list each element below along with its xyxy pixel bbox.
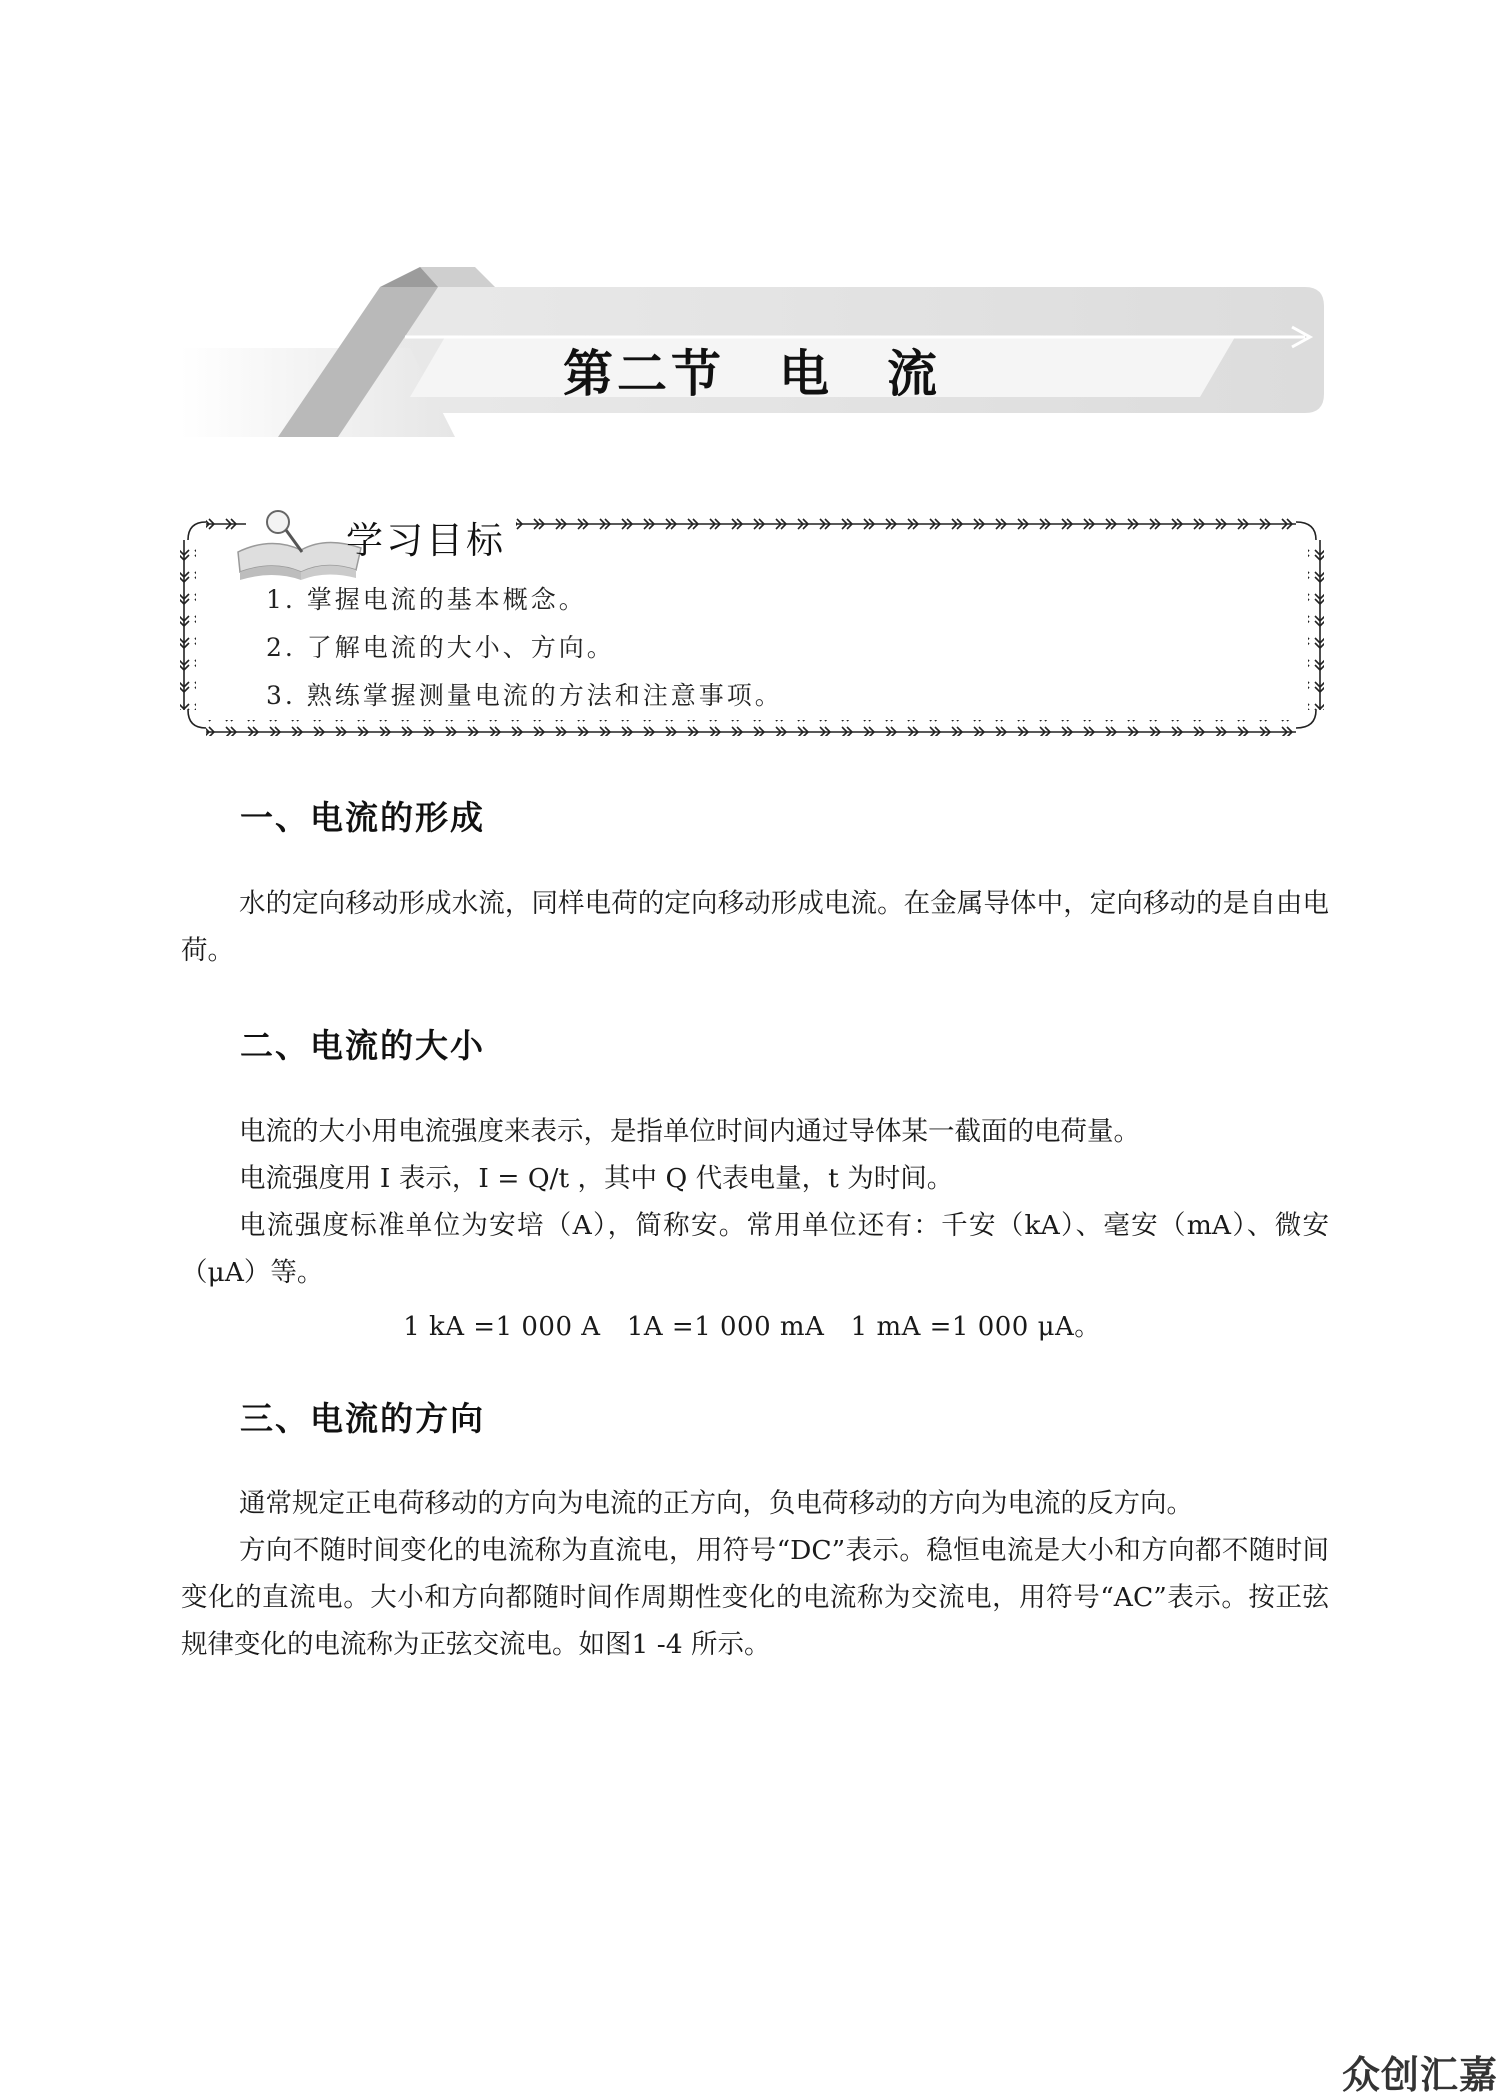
unit-equation: 1 kA =1 000 A 1A =1 000 mA 1 mA =1 000 μA。 [403, 1312, 1101, 1342]
watermark: 众创汇嘉 [1341, 2053, 1498, 2097]
paragraph: 水的定向移动形成水流，同样电荷的定向移动形成电流。在金属导体中，定向移动的是自由电荷。 [181, 888, 1329, 966]
paragraph: 通常规定正电荷移动的方向为电流的正方向，负电荷移动的方向为电流的反方向。 [239, 1488, 1193, 1519]
section-title: 第二节 电 流 [563, 345, 941, 403]
paragraph: 电流强度用 I 表示，I = Q/t ，其中 Q 代表电量，t 为时间。 [239, 1163, 954, 1194]
paragraph: 电流的大小用电流强度来表示，是指单位时间内通过导体某一截面的电荷量。 [239, 1116, 1140, 1147]
section-heading-direction: 三、电流的方向 [240, 1399, 485, 1438]
objective-item: 2. 了解电流的大小、方向。 [266, 633, 615, 662]
objectives-heading: 学习目标 [346, 519, 506, 562]
section-heading-magnitude: 二、电流的大小 [240, 1026, 485, 1065]
objective-item: 1. 掌握电流的基本概念。 [266, 585, 587, 614]
objective-item: 3. 熟练掌握测量电流的方法和注意事项。 [266, 681, 783, 710]
paragraph: 方向不随时间变化的电流称为直流电，用符号“DC”表示。稳恒电流是大小和方向都不随时间变化的直流电。大小和方向都随时间作周期性变化的电流称为交流电，用符号“AC”表示。按正弦规律变化的电流称为正弦交流电。如图1 -4 所示。 [181, 1535, 1329, 1660]
paragraph: 电流强度标准单位为安培（A），简称安。常用单位还有：千安（kA）、毫安（mA）、微安（μA）等。 [181, 1210, 1329, 1288]
section-heading-formation: 一、电流的形成 [240, 798, 485, 837]
